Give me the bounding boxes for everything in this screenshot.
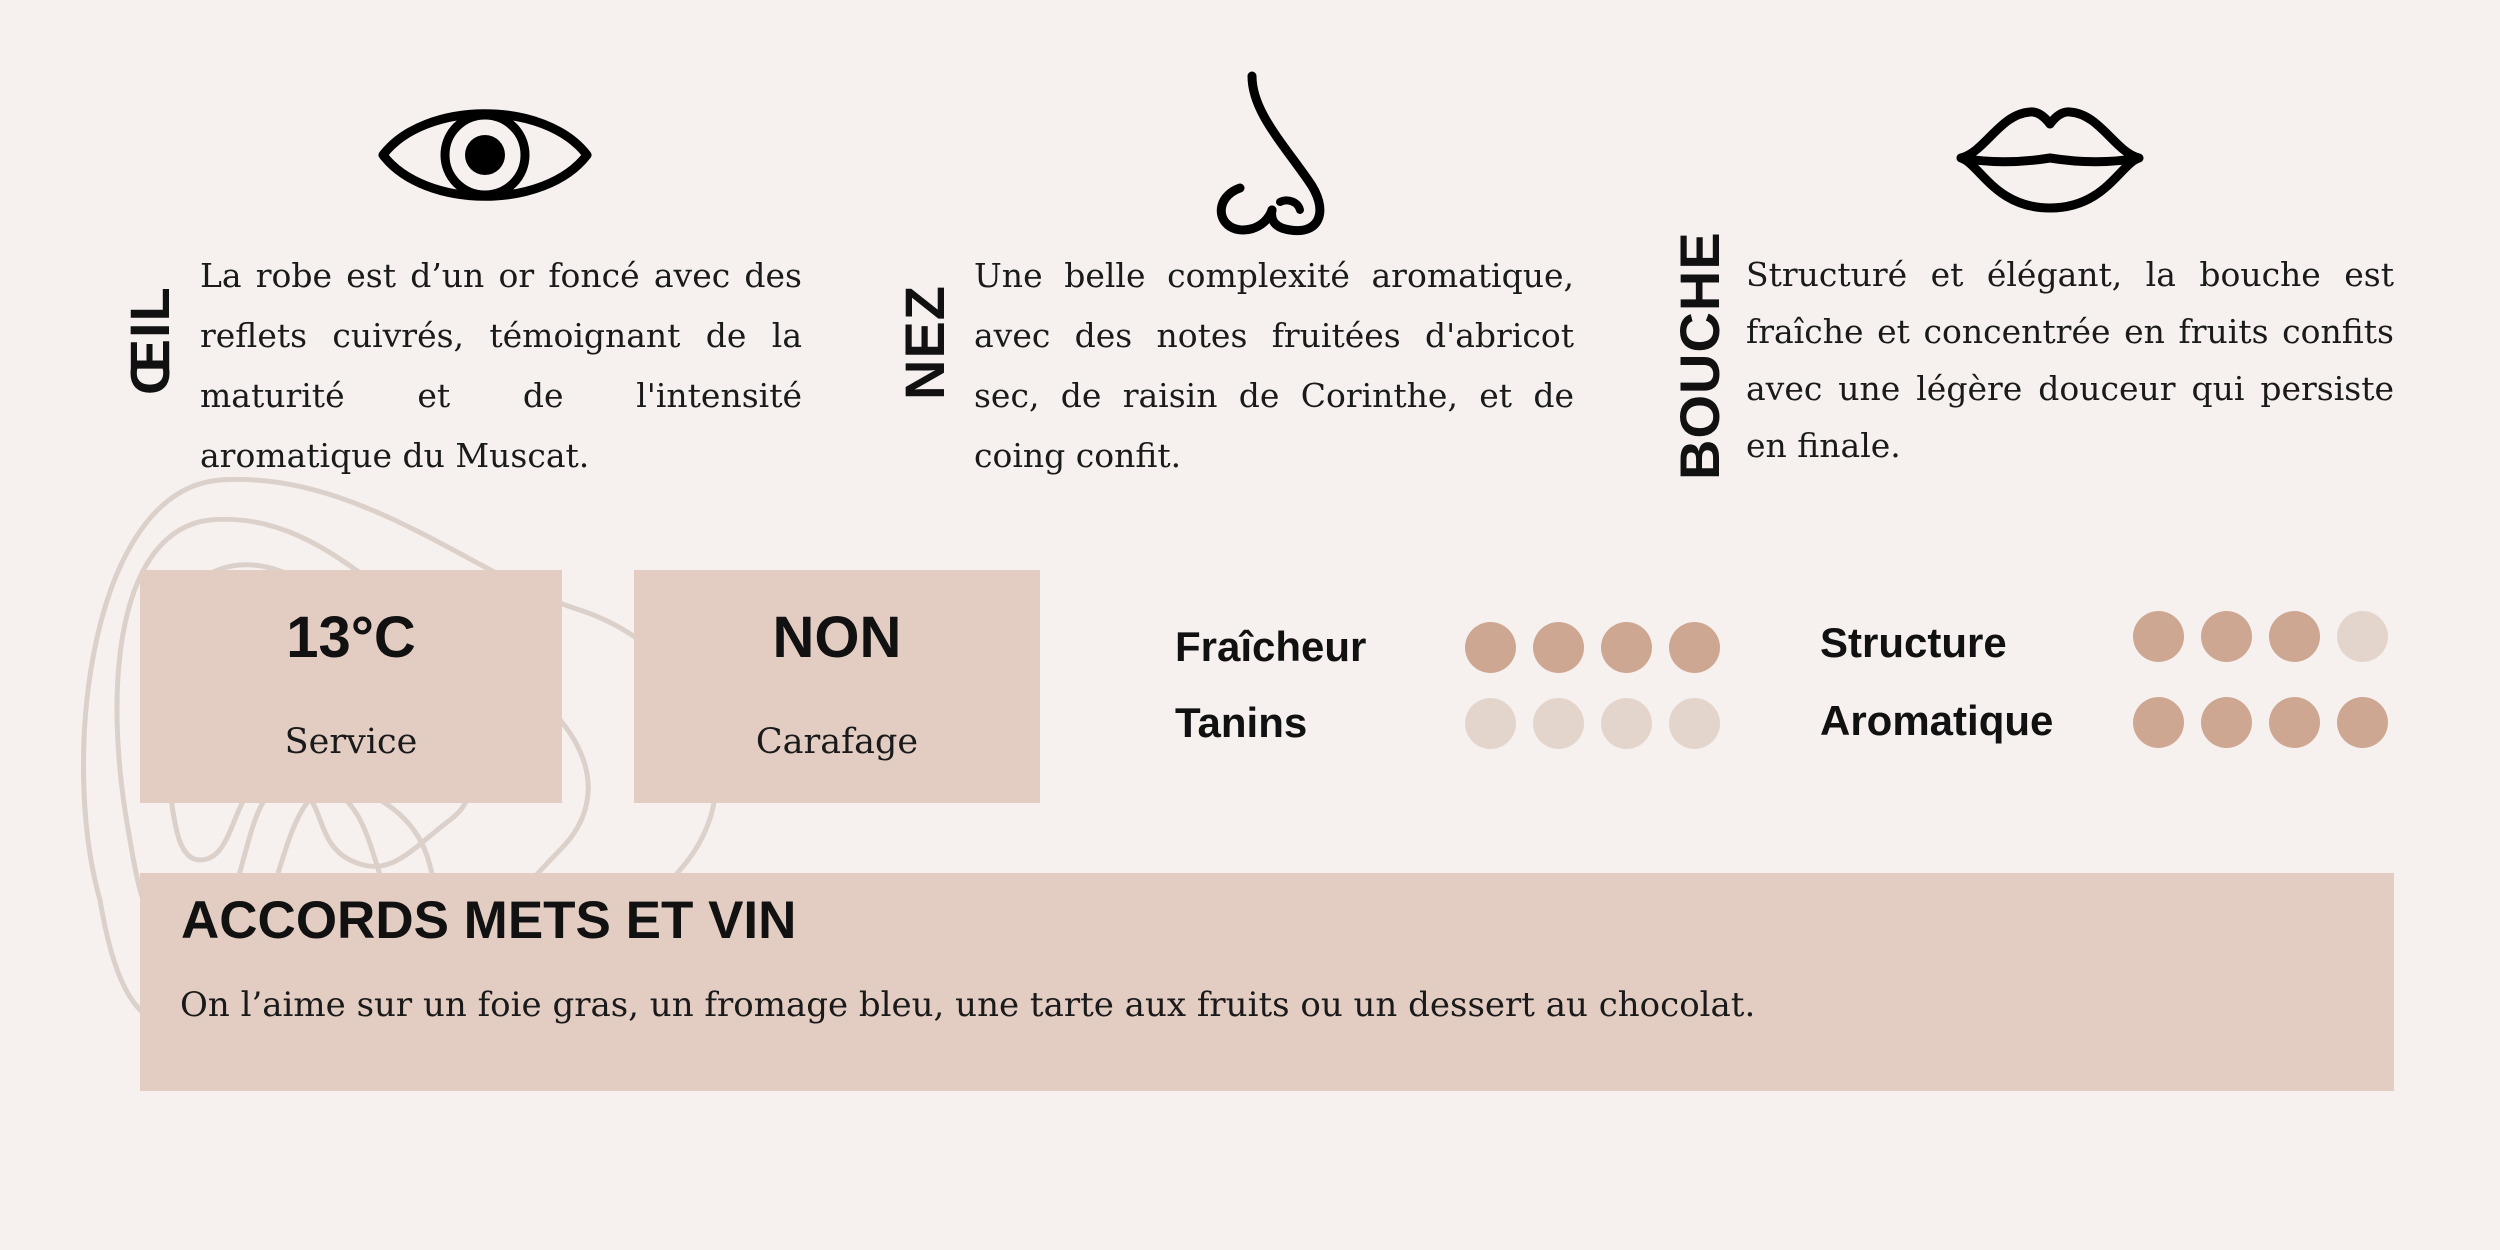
rating-dot-empty	[1601, 698, 1652, 749]
service-box	[140, 570, 562, 803]
rating-dot-filled	[1465, 622, 1516, 673]
rating-dots-tanins	[1465, 698, 1720, 749]
description-bouche: Structuré et élégant, la bouche est fraîche et concentrée en fruits confits avec une légère douceur qui persiste en finale.	[1746, 255, 2394, 465]
rating-dots-fraicheur	[1465, 622, 1720, 673]
nose-icon	[1210, 70, 1340, 240]
rating-label-fraicheur: Fraîcheur	[1175, 623, 1367, 670]
pairing-box	[140, 873, 2394, 1091]
rating-label-structure: Structure	[1820, 619, 2007, 666]
rating-dots-structure	[2133, 611, 2388, 662]
rating-dot-empty	[1669, 698, 1720, 749]
rating-dot-empty	[1465, 698, 1516, 749]
rating-dot-filled	[1669, 622, 1720, 673]
rating-dot-filled	[2269, 611, 2320, 662]
lips-icon	[1955, 100, 2145, 215]
rating-dot-filled	[1533, 622, 1584, 673]
carafage-value: NON	[772, 605, 902, 670]
rating-dot-filled	[2133, 697, 2184, 748]
rating-dot-filled	[2133, 611, 2184, 662]
pairing-title: ACCORDS METS ET VIN	[181, 891, 797, 950]
rating-dot-filled	[2269, 697, 2320, 748]
label-bouche: BOUCHE	[1668, 231, 1731, 480]
service-temperature: 13°C	[286, 605, 416, 670]
description-nez: Une belle complexité aromatique, avec des notes fruitées d'abricot sec, de raisin de Corinthe, et de coing confit.	[974, 256, 1574, 475]
carafage-box	[634, 570, 1040, 803]
rating-dot-filled	[2201, 611, 2252, 662]
rating-label-aromatique: Aromatique	[1820, 697, 2054, 744]
carafage-label: Carafage	[755, 722, 919, 762]
description-oeil: La robe est d’un or foncé avec des reflets cuivrés, témoignant de la maturité et de l'intensité aromatique du Muscat.	[200, 256, 802, 475]
rating-dot-filled	[2337, 697, 2388, 748]
eye-icon	[375, 90, 595, 220]
rating-dot-filled	[2201, 697, 2252, 748]
pairing-text: On l’aime sur un foie gras, un fromage bleu, une tarte aux fruits ou un dessert au chocolat.	[180, 985, 1756, 1025]
rating-dots-aromatique	[2133, 697, 2388, 748]
label-oeil: ŒIL	[118, 286, 181, 395]
rating-label-tanins: Tanins	[1175, 699, 1308, 746]
label-nez: NEZ	[893, 285, 956, 400]
rating-dot-empty	[2337, 611, 2388, 662]
rating-dot-filled	[1601, 622, 1652, 673]
rating-dot-empty	[1533, 698, 1584, 749]
service-label: Service	[284, 722, 418, 762]
